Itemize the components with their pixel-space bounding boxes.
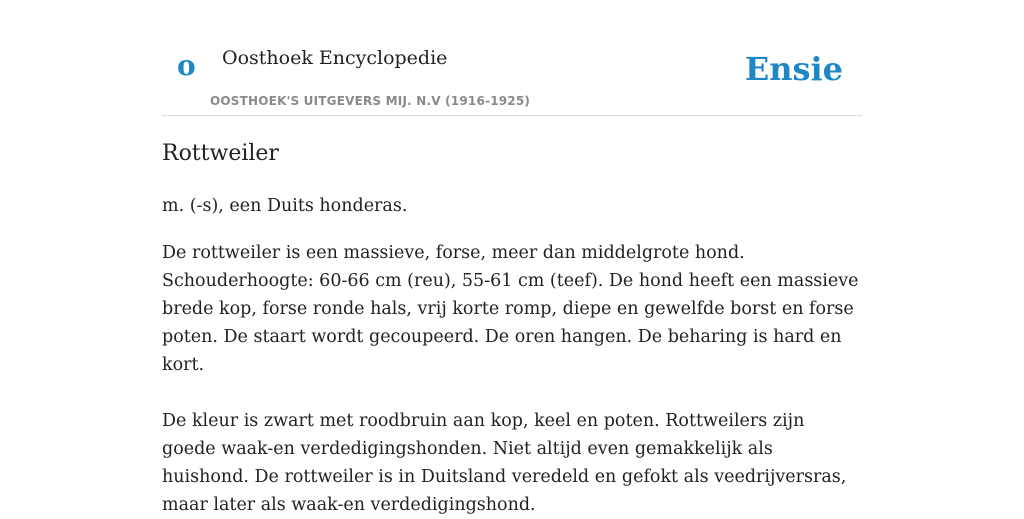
entry-title: Rottweiler bbox=[162, 141, 279, 166]
paragraph-spacer bbox=[162, 379, 862, 407]
page-container bbox=[162, 0, 862, 515]
ensie-logo[interactable]: Ensie bbox=[744, 50, 843, 88]
book-subtitle: OOSTHOEK'S UITGEVERS MIJ. N.V (1916-1925) bbox=[210, 94, 531, 108]
entry-definition: m. (-s), een Duits honderas. bbox=[162, 196, 408, 216]
entry-paragraph-1: De rottweiler is een massieve, forse, meer dan middelgrote hond. Schouderhoogte: 60-66 cm (reu), 55-61 cm (teef). De hond heeft een massieve brede kop, forse ronde hals, vrij korte romp, diepe en gewelfde borst en forse poten. De staart wordt gecoupeerd. De oren hangen. De beharing is hard en kort. bbox=[162, 243, 859, 375]
entry-paragraph-2: De kleur is zwart met roodbruin aan kop, keel en poten. Rottweilers zijn goede waak-en verdedigingshonden. Niet altijd even gemakkelijk als huishond. De rottweiler is in Duitsland veredeld en gefokt als veedrijversras, maar later als waak-en verdedigingshond. bbox=[162, 411, 847, 515]
page-header bbox=[162, 0, 862, 116]
book-title-link[interactable]: Oosthoek Encyclopedie bbox=[222, 47, 448, 69]
book-icon[interactable]: o bbox=[177, 49, 196, 82]
entry-body bbox=[162, 192, 862, 519]
